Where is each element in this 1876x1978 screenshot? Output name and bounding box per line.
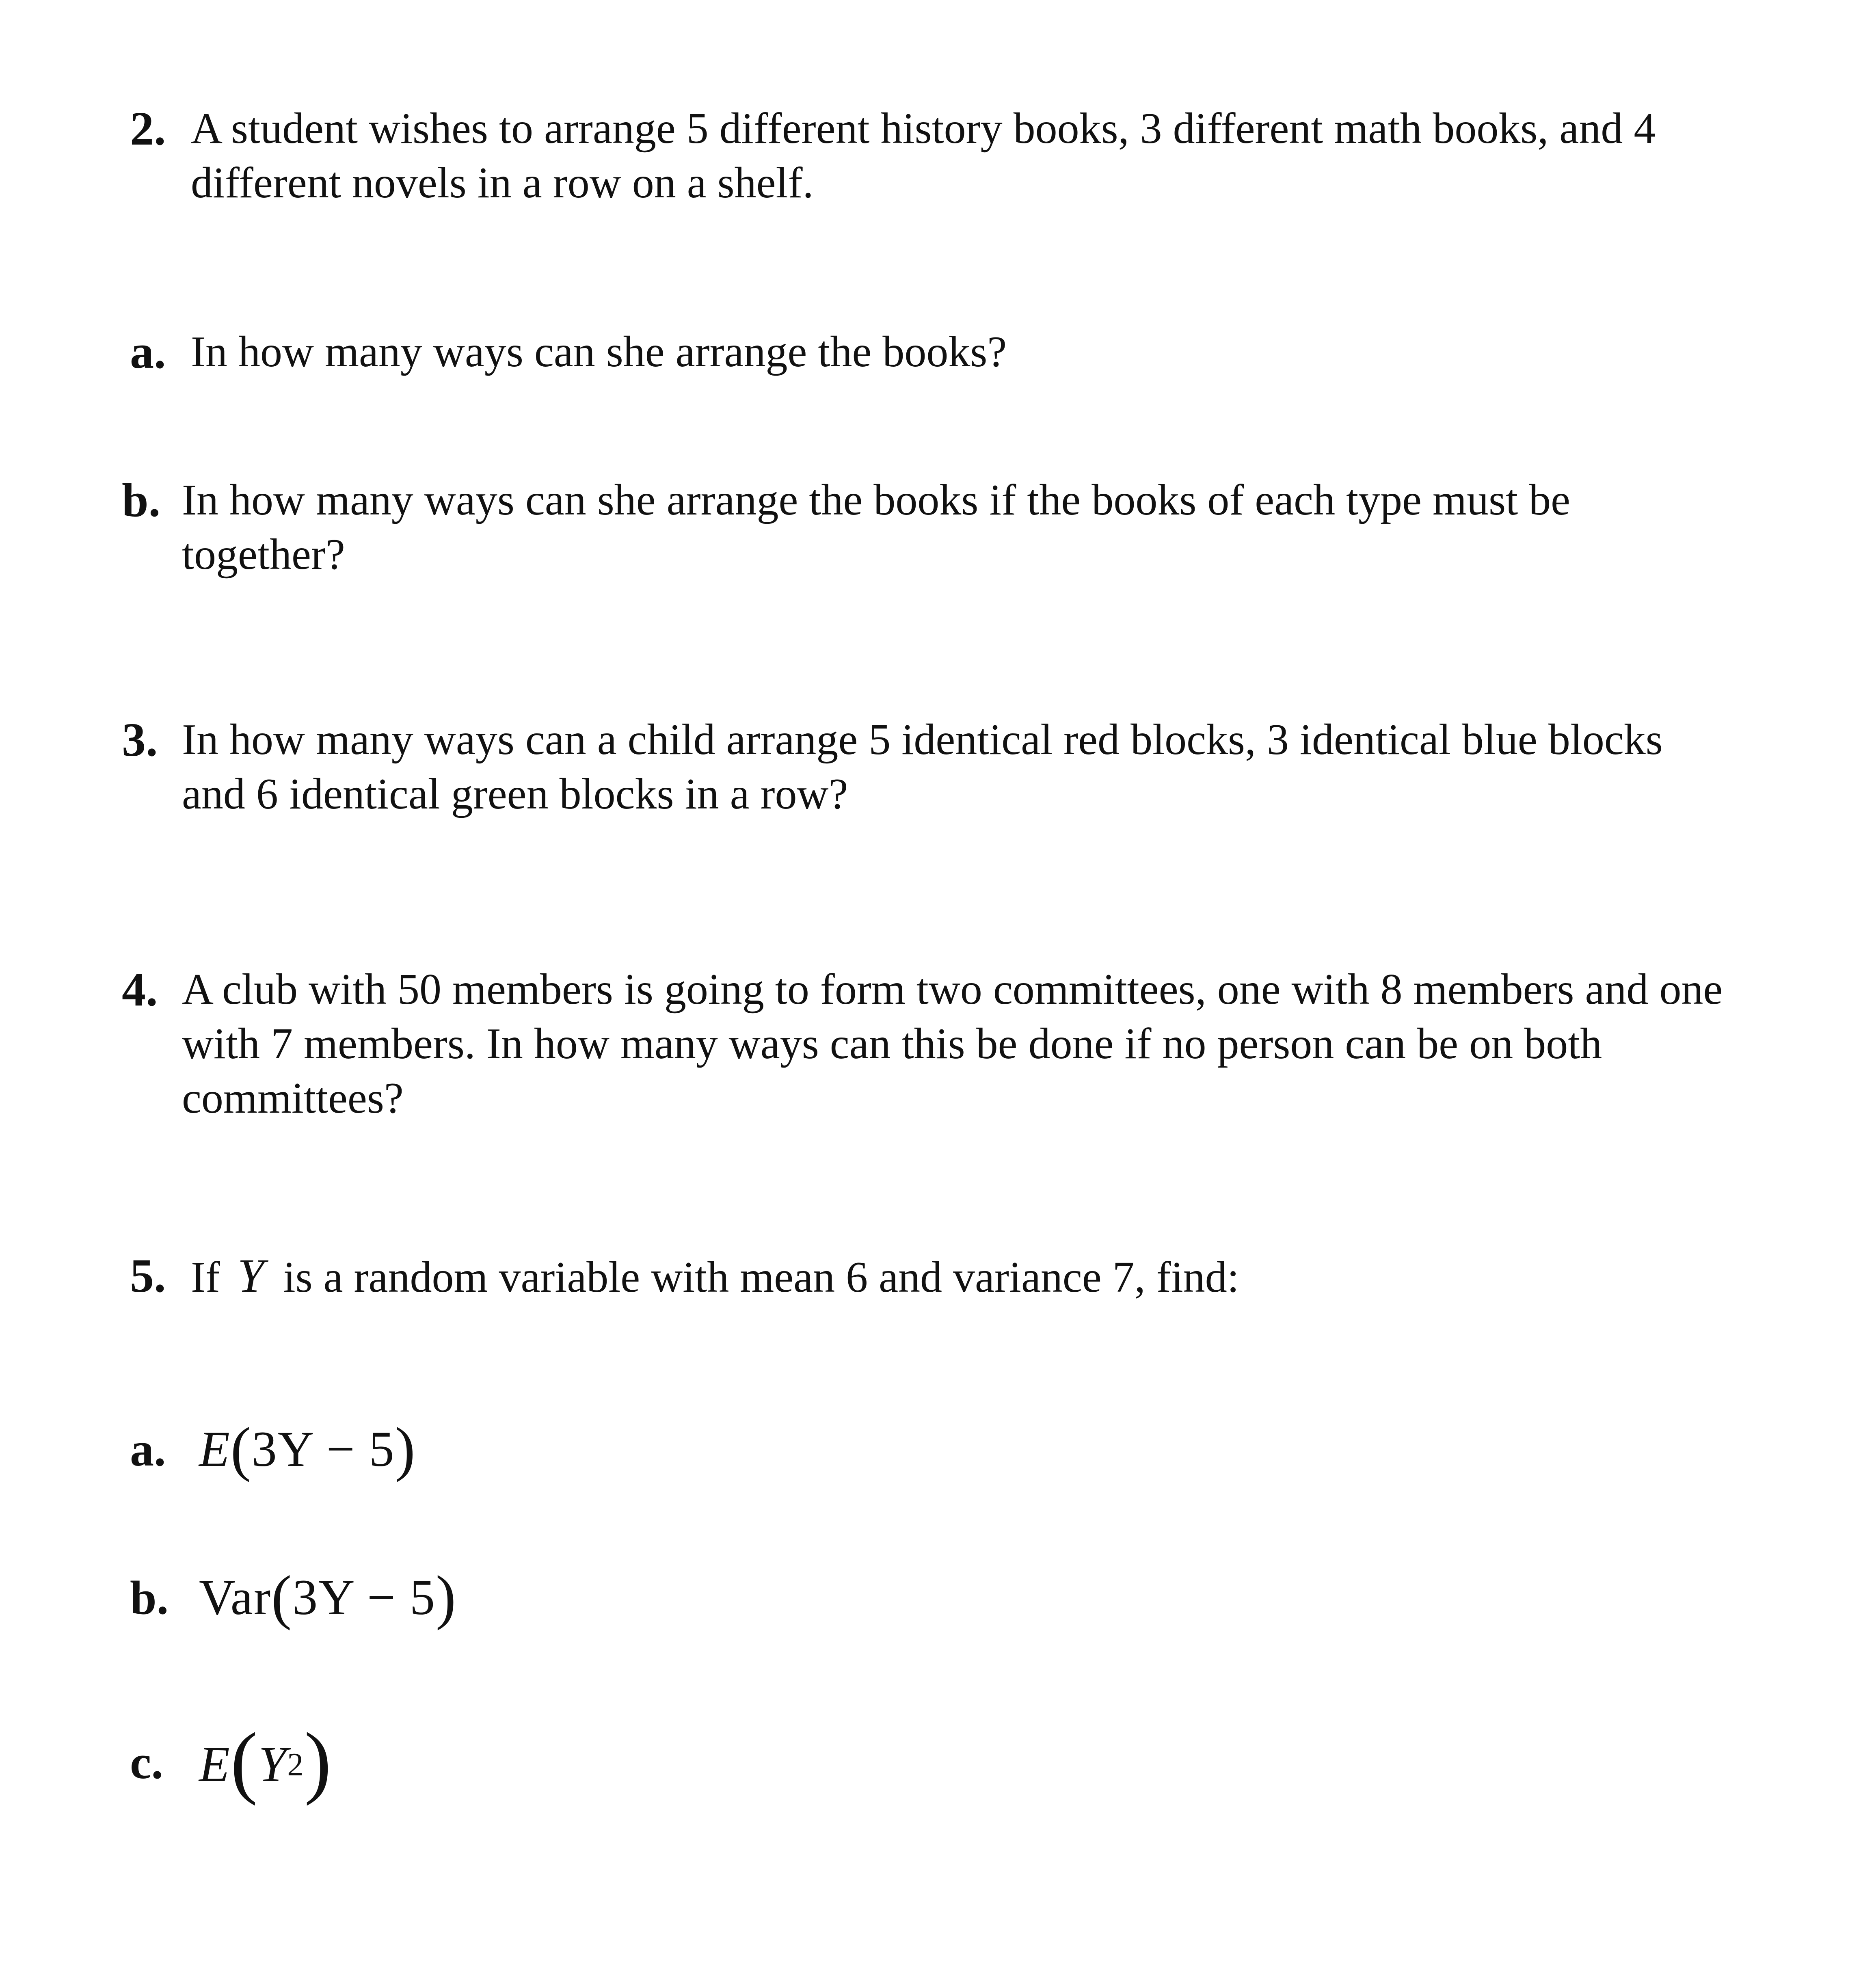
expectation-function: E [199, 1736, 231, 1792]
text-after: is a random variable with mean 6 and variance 7, find: [283, 1253, 1239, 1301]
variance-function: Var [199, 1569, 272, 1625]
question-5c [122, 1718, 1746, 1807]
close-paren: ) [304, 1716, 332, 1806]
question-text: A club with 50 members is going to form two committees, one with 8 members and one with 7 members. In how many ways can this be done if no person can be on both committees? [182, 965, 1723, 1122]
base-variable: Y [258, 1736, 287, 1792]
question-number: 4. [122, 963, 158, 1016]
close-paren: ) [435, 1563, 457, 1631]
exponent: 2 [287, 1747, 305, 1783]
question-2 [122, 102, 1746, 210]
expression [199, 1561, 1746, 1630]
text-before: If [191, 1253, 220, 1301]
question-5b [122, 1561, 1746, 1630]
open-paren: ( [230, 1415, 252, 1483]
expression [199, 1718, 1746, 1807]
question-2a [122, 325, 1746, 379]
question-text: A student wishes to arrange 5 different history books, 3 different math books, and 4 different novels in a row on a shelf. [191, 104, 1656, 207]
question-2-row [122, 102, 1746, 210]
open-paren: ( [230, 1716, 259, 1806]
question-5 [122, 1249, 1746, 1305]
question-number: 3. [122, 713, 158, 766]
question-number: 5. [130, 1249, 166, 1302]
open-paren: ( [271, 1563, 293, 1631]
question-number: 2. [130, 102, 166, 155]
subquestion-text: In how many ways can she arrange the books if the books of each type must be together? [182, 476, 1571, 579]
question-text [191, 1249, 1734, 1305]
argument: 3Y − 5 [251, 1421, 395, 1477]
variable-y: Y [237, 1249, 264, 1302]
question-3 [122, 713, 1746, 821]
subquestion-label: b. [122, 473, 161, 527]
subquestion-text: In how many ways can she arrange the books? [191, 328, 1007, 376]
question-2b [122, 473, 1746, 582]
expectation-function: E [199, 1421, 231, 1477]
question-text: In how many ways can a child arrange 5 identical red blocks, 3 identical blue blocks and 6 identical green blocks in a row? [182, 716, 1663, 818]
subquestion-label: b. [130, 1571, 169, 1624]
expression [199, 1413, 1746, 1482]
subquestion-label: a. [130, 325, 166, 378]
subquestion-label: c. [130, 1736, 163, 1789]
argument: 3Y − 5 [292, 1569, 436, 1625]
question-5a [122, 1413, 1746, 1482]
close-paren: ) [395, 1415, 416, 1483]
question-4 [122, 962, 1746, 1126]
subquestion-label: a. [130, 1423, 166, 1476]
